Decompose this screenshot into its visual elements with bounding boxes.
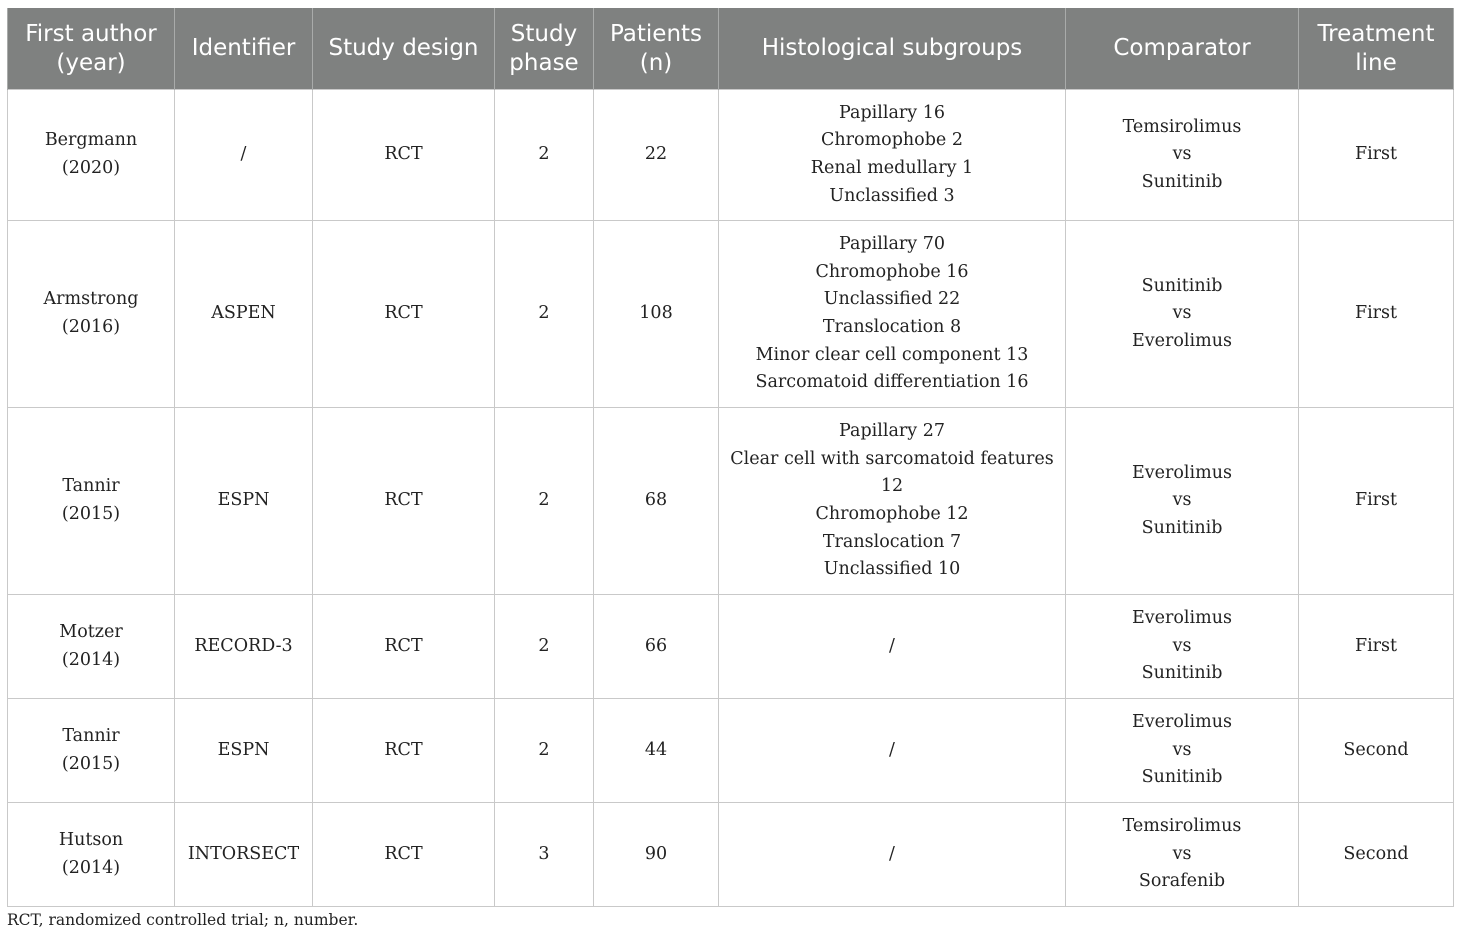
cell-line: / xyxy=(889,739,895,760)
cell-treatment-line: First xyxy=(1299,595,1454,699)
col-first-author-header xyxy=(8,8,175,90)
cell-line: Everolimus xyxy=(1132,608,1232,629)
author-name: Tannir xyxy=(62,476,120,497)
cell-comparator xyxy=(1066,90,1299,221)
cell-line: Sunitinib xyxy=(1141,767,1223,788)
cell-comparator xyxy=(1066,699,1299,803)
cell-author xyxy=(8,803,175,907)
cell-line: vs xyxy=(1172,303,1192,324)
cell-comparator xyxy=(1066,595,1299,699)
cell-patients: 68 xyxy=(594,408,719,595)
cell-line: Everolimus xyxy=(1132,330,1232,351)
cell-treatment-line: Second xyxy=(1299,699,1454,803)
table-row xyxy=(8,803,1454,907)
author-year: (2014) xyxy=(61,857,121,878)
col-study-design-header xyxy=(313,8,495,90)
cell-patients: 90 xyxy=(594,803,719,907)
cell-line: Identifier xyxy=(191,35,296,61)
cell-line: Temsirolimus xyxy=(1122,816,1242,837)
author-name: Armstrong xyxy=(43,289,139,310)
cell-patients: 66 xyxy=(594,595,719,699)
cell-comparator xyxy=(1066,408,1299,595)
author-name: Bergmann xyxy=(44,130,138,151)
cell-line: Sorafenib xyxy=(1138,871,1226,892)
cell-treatment-line: First xyxy=(1299,221,1454,408)
cell-line: Clear cell with sarcomatoid features 12 xyxy=(730,448,1054,497)
author-year: (2016) xyxy=(61,317,121,337)
author-year: (2014) xyxy=(61,649,121,670)
cell-line: Patients xyxy=(609,20,703,47)
table-body xyxy=(8,90,1454,907)
cell-phase: 2 xyxy=(495,221,594,408)
cell-histology xyxy=(719,699,1066,803)
cell-line: Papillary 70 xyxy=(839,234,945,255)
author-year: (2015) xyxy=(61,753,121,774)
cell-line: Translocation 8 xyxy=(822,317,962,337)
cell-phase: 2 xyxy=(495,408,594,595)
cell-line: vs xyxy=(1172,739,1192,760)
cell-line: Sunitinib xyxy=(1141,275,1223,296)
cell-comparator xyxy=(1066,803,1299,907)
cell-line: Unclassified 10 xyxy=(823,559,961,580)
cell-design: RCT xyxy=(313,595,495,699)
col-comparator-header xyxy=(1066,8,1299,90)
cell-line: Papillary 27 xyxy=(839,421,945,442)
cell-line: / xyxy=(889,843,895,864)
cell-line: Chromophobe 12 xyxy=(815,504,969,524)
cell-histology xyxy=(719,221,1066,408)
cell-line: Everolimus xyxy=(1132,462,1232,483)
cell-author xyxy=(8,408,175,595)
cell-line: Chromophobe 2 xyxy=(821,130,963,151)
cell-line: vs xyxy=(1172,144,1192,165)
cell-phase: 3 xyxy=(495,803,594,907)
cell-design: RCT xyxy=(313,90,495,221)
cell-line: Study xyxy=(510,20,578,47)
author-name: Hutson xyxy=(58,829,124,850)
table-row xyxy=(8,699,1454,803)
cell-author xyxy=(8,699,175,803)
cell-histology xyxy=(719,90,1066,221)
cell-design: RCT xyxy=(313,699,495,803)
cell-identifier: RECORD-3 xyxy=(175,595,313,699)
table-header-row xyxy=(8,8,1454,90)
cell-phase: 2 xyxy=(495,699,594,803)
col-treatment-line-header xyxy=(1299,8,1454,90)
cell-line: Sarcomatoid differentiation 16 xyxy=(755,372,1029,393)
table-row xyxy=(8,595,1454,699)
cell-line: Sunitinib xyxy=(1141,171,1223,192)
cell-patients: 108 xyxy=(594,221,719,408)
cell-line: vs xyxy=(1172,635,1192,656)
cell-design: RCT xyxy=(313,803,495,907)
author-name: Tannir xyxy=(62,725,120,746)
col-histological-subgroups-header xyxy=(719,8,1066,90)
col-patients-header xyxy=(594,8,719,90)
col-identifier-header xyxy=(175,8,313,90)
cell-line: / xyxy=(889,635,895,656)
cell-line: Renal medullary 1 xyxy=(810,158,974,178)
cell-line: Minor clear cell component 13 xyxy=(755,344,1029,365)
author-year: (2015) xyxy=(61,504,121,524)
cell-identifier: INTORSECT xyxy=(175,803,313,907)
cell-line: Temsirolimus xyxy=(1122,116,1242,137)
cell-line: Unclassified 22 xyxy=(823,289,961,310)
cell-line: Sunitinib xyxy=(1141,517,1223,538)
cell-line: (n) xyxy=(639,49,673,76)
author-year: (2020) xyxy=(61,158,121,178)
cell-line: Papillary 16 xyxy=(839,102,945,123)
cell-line: vs xyxy=(1172,490,1192,511)
study-table xyxy=(7,8,1454,907)
cell-line: First author xyxy=(25,20,157,47)
cell-author xyxy=(8,595,175,699)
cell-line: Comparator xyxy=(1113,35,1251,61)
cell-treatment-line: First xyxy=(1299,90,1454,221)
cell-histology xyxy=(719,803,1066,907)
col-study-phase-header xyxy=(495,8,594,90)
cell-line: Translocation 7 xyxy=(822,531,962,552)
cell-line: (year) xyxy=(56,49,126,76)
cell-patients: 22 xyxy=(594,90,719,221)
cell-identifier: ESPN xyxy=(175,408,313,595)
cell-line: phase xyxy=(509,49,579,76)
cell-design: RCT xyxy=(313,221,495,408)
table-footnote: RCT, randomized controlled trial; n, number. xyxy=(7,911,359,929)
cell-line: vs xyxy=(1172,843,1192,864)
cell-line: Unclassified 3 xyxy=(829,185,955,206)
cell-author xyxy=(8,90,175,221)
cell-line: Study design xyxy=(328,35,479,61)
table-row xyxy=(8,221,1454,408)
cell-histology xyxy=(719,595,1066,699)
cell-author xyxy=(8,221,175,408)
cell-identifier: ESPN xyxy=(175,699,313,803)
cell-comparator xyxy=(1066,221,1299,408)
cell-design: RCT xyxy=(313,408,495,595)
cell-line: Treatment xyxy=(1317,20,1435,47)
author-name: Motzer xyxy=(59,621,123,642)
cell-patients: 44 xyxy=(594,699,719,803)
cell-line: Chromophobe 16 xyxy=(815,261,969,282)
cell-treatment-line: Second xyxy=(1299,803,1454,907)
cell-line: Sunitinib xyxy=(1141,663,1223,684)
cell-line: Everolimus xyxy=(1132,712,1232,733)
cell-treatment-line: First xyxy=(1299,408,1454,595)
cell-phase: 2 xyxy=(495,90,594,221)
table-row xyxy=(8,90,1454,221)
cell-histology xyxy=(719,408,1066,595)
cell-line: Histological subgroups xyxy=(761,35,1023,61)
cell-line: line xyxy=(1355,49,1397,76)
table-row xyxy=(8,408,1454,595)
cell-identifier: ASPEN xyxy=(175,221,313,408)
cell-identifier: / xyxy=(175,90,313,221)
cell-phase: 2 xyxy=(495,595,594,699)
